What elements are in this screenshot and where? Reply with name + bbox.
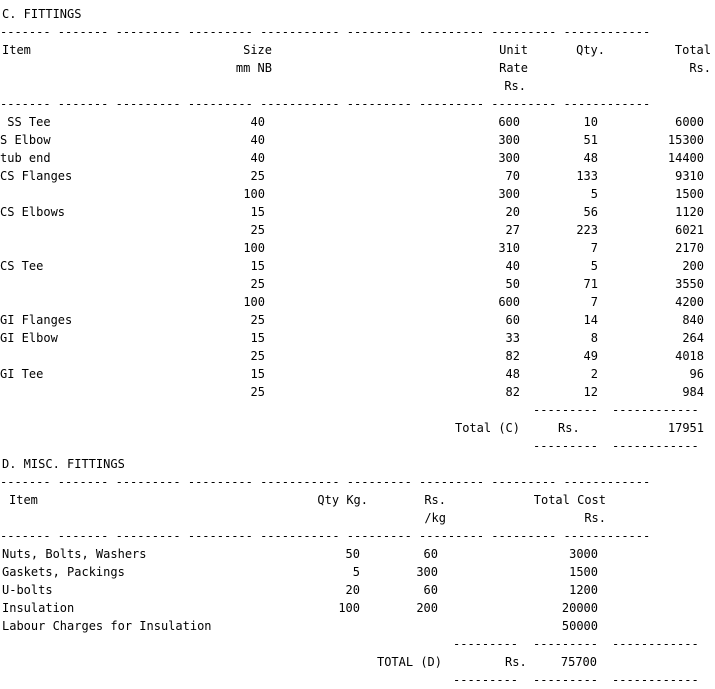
table-row (0, 581, 715, 599)
total-value: 4200 (675, 295, 704, 309)
table-row (0, 149, 715, 167)
dash-rule: --------- (453, 637, 519, 651)
qty-value: 7 (590, 295, 598, 309)
section-d-header-row-1 (0, 491, 715, 509)
total-value: 6000 (675, 115, 704, 129)
dash-rule: ------------ (612, 403, 699, 417)
header-total: Total (674, 43, 711, 57)
qty-value: 8 (590, 331, 598, 345)
qty-value: 12 (583, 385, 598, 399)
header-qty: Qty. (576, 43, 605, 57)
table-row (0, 221, 715, 239)
header-total-unit: Rs. (689, 61, 711, 75)
section-d-subtotal-rule (0, 635, 715, 653)
item-name: CS Tee (0, 259, 44, 273)
total-value: 1500 (675, 187, 704, 201)
qty-value: 7 (590, 241, 598, 255)
section-c-rule-top (0, 23, 715, 41)
section-d-total-row (0, 653, 715, 671)
size-value: 100 (243, 295, 265, 309)
section-c-header-row-2 (0, 59, 715, 77)
total-value: 3000 (569, 547, 598, 561)
section-d-header-row-2 (0, 509, 715, 527)
dash-rule: --------- (453, 673, 519, 687)
header-unit-rate: Unit (499, 43, 528, 57)
table-row (0, 113, 715, 131)
section-c-title-row (0, 5, 715, 23)
total-value: 1500 (569, 565, 598, 579)
section-d-rule-top (0, 473, 715, 491)
rate-value: 60 (423, 583, 438, 597)
dash-rule: ------- ------- --------- --------- ----------- --------- --------- --------- ------------ (0, 97, 651, 111)
section-c-header-row-3 (0, 77, 715, 95)
total-value: 9310 (675, 169, 704, 183)
qty-value: 223 (576, 223, 598, 237)
rate-value: 70 (505, 169, 520, 183)
rate-value: 60 (423, 547, 438, 561)
table-row (0, 275, 715, 293)
rate-value: 310 (498, 241, 520, 255)
header-size-unit: mm NB (235, 61, 272, 75)
table-row (0, 131, 715, 149)
rate-value: 300 (498, 187, 520, 201)
item-name: Insulation (2, 601, 75, 615)
table-row (0, 257, 715, 275)
dash-rule: ------------ (612, 673, 699, 687)
total-value: 1200 (569, 583, 598, 597)
header-rate-unit: Rs. (504, 79, 526, 93)
qty-value: 50 (345, 547, 360, 561)
header-total-unit: Rs. (584, 511, 606, 525)
header-total-cost: Total Cost (533, 493, 606, 507)
table-row (0, 347, 715, 365)
item-name: GI Flanges (0, 313, 73, 327)
total-value: 4018 (675, 349, 704, 363)
qty-value: 133 (576, 169, 598, 183)
header-size: Size (243, 43, 272, 57)
rate-value: 82 (505, 349, 520, 363)
rate-value: 200 (416, 601, 438, 615)
total-currency: Rs. (558, 421, 580, 435)
total-value: 200 (682, 259, 704, 273)
table-row (0, 545, 715, 563)
section-d-title: D. MISC. FITTINGS (2, 457, 125, 471)
total-value: 840 (682, 313, 704, 327)
rate-value: 300 (416, 565, 438, 579)
qty-value: 56 (583, 205, 598, 219)
size-value: 100 (243, 241, 265, 255)
dash-rule: ------------ (612, 637, 699, 651)
rate-value: 33 (505, 331, 520, 345)
section-c-total-row (0, 419, 715, 437)
rate-value: 600 (498, 295, 520, 309)
size-value: 40 (250, 115, 265, 129)
rate-value: 48 (505, 367, 520, 381)
dash-rule: --------- (533, 637, 599, 651)
table-row (0, 311, 715, 329)
section-c-total-rule (0, 437, 715, 455)
rate-value: 82 (505, 385, 520, 399)
section-d-rule-header (0, 527, 715, 545)
table-row (0, 365, 715, 383)
table-row (0, 293, 715, 311)
item-name: tub end (0, 151, 51, 165)
dash-rule: --------- (533, 439, 599, 453)
qty-value: 51 (583, 133, 598, 147)
rate-value: 40 (505, 259, 520, 273)
table-row (0, 617, 715, 635)
item-name: Labour Charges for Insulation (2, 619, 212, 633)
size-value: 40 (250, 151, 265, 165)
size-value: 25 (250, 313, 265, 327)
total-value: 1120 (675, 205, 704, 219)
rate-value: 27 (505, 223, 520, 237)
qty-value: 5 (590, 187, 598, 201)
qty-value: 5 (352, 565, 360, 579)
rate-value: 50 (505, 277, 520, 291)
total-label: Total (C) (454, 421, 520, 435)
dash-rule: ------- ------- --------- --------- ----------- --------- --------- --------- ------------ (0, 25, 651, 39)
rate-value: 20 (505, 205, 520, 219)
section-d-title-row (0, 455, 715, 473)
size-value: 100 (243, 187, 265, 201)
section-c-rule-header (0, 95, 715, 113)
header-item: Item (9, 493, 38, 507)
total-value: 75700 (560, 655, 597, 669)
item-name: CS Elbows (0, 205, 66, 219)
total-value: 96 (689, 367, 704, 381)
size-value: 15 (250, 331, 265, 345)
size-value: 25 (250, 385, 265, 399)
item-name: S Elbow (0, 133, 51, 147)
table-row (0, 383, 715, 401)
dash-rule: ------------ (612, 439, 699, 453)
total-value: 15300 (667, 133, 704, 147)
rate-value: 300 (498, 151, 520, 165)
dash-rule: --------- (533, 403, 599, 417)
item-name: Nuts, Bolts, Washers (2, 547, 147, 561)
dash-rule: --------- (533, 673, 599, 687)
total-value: 50000 (561, 619, 598, 633)
item-name: CS Flanges (0, 169, 73, 183)
section-c-subtotal-rule (0, 401, 715, 419)
qty-value: 2 (590, 367, 598, 381)
qty-value: 49 (583, 349, 598, 363)
size-value: 25 (250, 169, 265, 183)
size-value: 25 (250, 349, 265, 363)
qty-value: 14 (583, 313, 598, 327)
item-name: SS Tee (0, 115, 51, 129)
table-row (0, 167, 715, 185)
size-value: 15 (250, 367, 265, 381)
rate-value: 600 (498, 115, 520, 129)
total-currency: Rs. (505, 655, 527, 669)
size-value: 15 (250, 205, 265, 219)
header-rate: Rs. (424, 493, 446, 507)
total-value: 20000 (561, 601, 598, 615)
size-value: 40 (250, 133, 265, 147)
qty-value: 20 (345, 583, 360, 597)
section-c-header-row-1 (0, 41, 715, 59)
total-value: 984 (682, 385, 704, 399)
qty-value: 100 (338, 601, 360, 615)
qty-value: 71 (583, 277, 598, 291)
qty-value: 10 (583, 115, 598, 129)
section-c-title: C. FITTINGS (2, 7, 82, 21)
total-value: 264 (682, 331, 704, 345)
total-value: 14400 (667, 151, 704, 165)
item-name: Gaskets, Packings (2, 565, 125, 579)
header-rate: Rate (499, 61, 528, 75)
total-value: 3550 (675, 277, 704, 291)
size-value: 15 (250, 259, 265, 273)
table-row (0, 203, 715, 221)
table-row (0, 599, 715, 617)
header-item: Item (2, 43, 31, 57)
section-d-total-rule (0, 671, 715, 689)
table-row (0, 239, 715, 257)
rate-value: 60 (505, 313, 520, 327)
dash-rule: ------- ------- --------- --------- ----------- --------- --------- --------- ------------ (0, 475, 651, 489)
size-value: 25 (250, 277, 265, 291)
table-row (0, 563, 715, 581)
size-value: 25 (250, 223, 265, 237)
header-rate-unit: /kg (424, 511, 446, 525)
table-row (0, 185, 715, 203)
header-qty-kg: Qty Kg. (317, 493, 368, 507)
table-row (0, 329, 715, 347)
item-name: U-bolts (2, 583, 53, 597)
qty-value: 48 (583, 151, 598, 165)
total-value: 6021 (675, 223, 704, 237)
total-value: 2170 (675, 241, 704, 255)
item-name: GI Elbow (0, 331, 58, 345)
item-name: GI Tee (0, 367, 44, 381)
rate-value: 300 (498, 133, 520, 147)
qty-value: 5 (590, 259, 598, 273)
dash-rule: ------- ------- --------- --------- ----------- --------- --------- --------- ------------ (0, 529, 651, 543)
total-label: TOTAL (D) (376, 655, 442, 669)
total-value: 17951 (667, 421, 704, 435)
